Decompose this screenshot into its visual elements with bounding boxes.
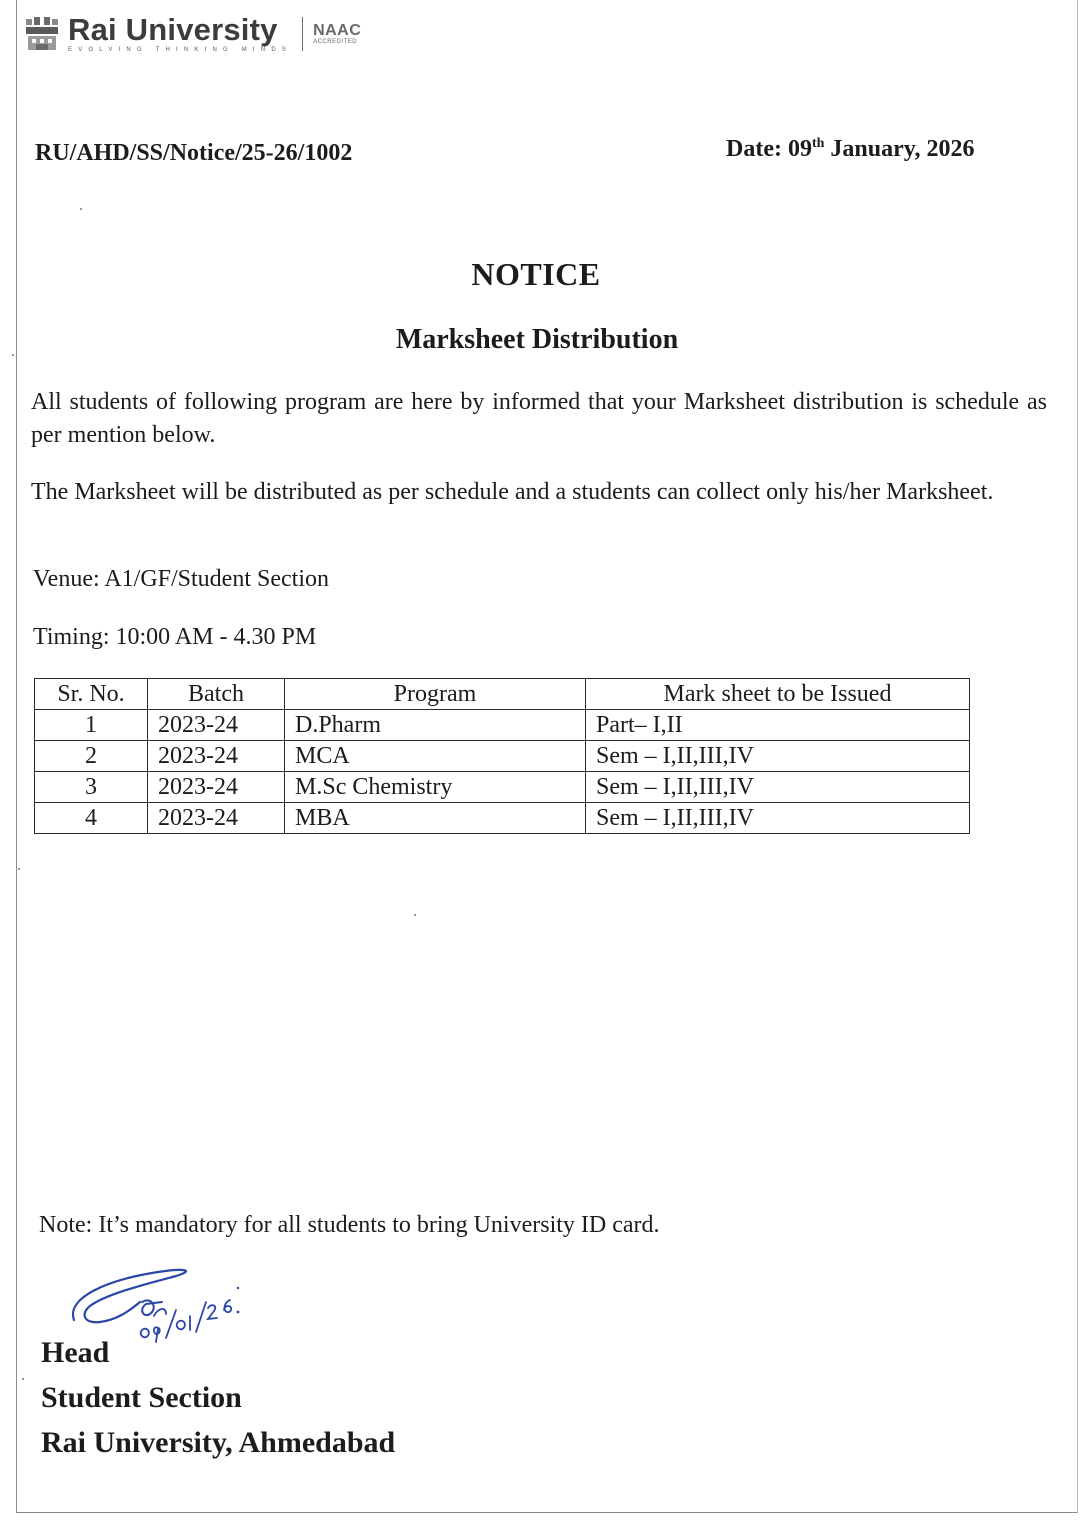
logo-name: Rai University [68, 12, 278, 47]
cell-marksheet: Part– I,II [586, 710, 970, 741]
cell-program: MBA [285, 803, 586, 834]
schedule-table [34, 678, 970, 834]
notice-title: NOTICE [471, 256, 601, 292]
cell-marksheet: Sem – I,II,III,IV [586, 772, 970, 803]
signatory-title: Head [41, 1336, 110, 1369]
signatory-institution: Rai University, Ahmedabad [41, 1426, 396, 1459]
table-row [35, 803, 970, 834]
notice-paragraph-1: All students of following program are here by informed that your Marksheet distribution is schedule as per mention below. [31, 389, 1047, 448]
signatory-department: Student Section [41, 1381, 242, 1414]
signatory-block [41, 1330, 395, 1465]
notice-subtitle: Marksheet Distribution [395, 324, 679, 355]
scan-speck [12, 354, 14, 356]
cell-program: MCA [285, 741, 586, 772]
naac-badge [313, 23, 361, 45]
date-suffix: th [811, 136, 825, 151]
cell-marksheet: Sem – I,II,III,IV [586, 741, 970, 772]
table-header-row [35, 679, 970, 710]
date-rest: January, 2026 [824, 136, 975, 162]
cell-sr-no: 2 [35, 741, 148, 772]
naac-title: NAAC [313, 22, 362, 39]
table-row [35, 741, 970, 772]
cell-program: D.Pharm [285, 710, 586, 741]
cell-marksheet: Sem – I,II,III,IV [586, 803, 970, 834]
header-marksheet-issued: Mark sheet to be Issued [586, 679, 970, 710]
cell-batch: 2023-24 [148, 741, 285, 772]
naac-subtitle: ACCREDITED [313, 39, 358, 45]
cell-sr-no: 4 [35, 803, 148, 834]
date-label: Date: 09 [726, 136, 812, 162]
university-logo [24, 12, 361, 56]
scan-speck [18, 868, 20, 870]
notice-date [726, 136, 974, 163]
venue-line: Venue: A1/GF/Student Section [33, 566, 329, 592]
logo-divider [302, 17, 303, 51]
scan-speck [22, 1378, 24, 1380]
cell-program: M.Sc Chemistry [285, 772, 586, 803]
scan-speck [414, 914, 416, 916]
table-row [35, 772, 970, 803]
header-batch: Batch [148, 679, 285, 710]
reference-number: RU/AHD/SS/Notice/25-26/1002 [35, 140, 353, 166]
timing-line: Timing: 10:00 AM - 4.30 PM [33, 624, 317, 650]
header-program: Program [285, 679, 586, 710]
header-sr-no: Sr. No. [35, 679, 148, 710]
mandatory-id-note: Note: It’s mandatory for all students to bring University ID card. [39, 1212, 660, 1238]
university-emblem-icon [24, 15, 60, 53]
cell-batch: 2023-24 [148, 772, 285, 803]
notice-paragraph-2: The Marksheet will be distributed as per schedule and a students can collect only his/her Marksheet. [31, 479, 994, 505]
cell-sr-no: 3 [35, 772, 148, 803]
logo-tagline: EVOLVING THINKING MINDS [68, 47, 293, 53]
table-row [35, 710, 970, 741]
cell-sr-no: 1 [35, 710, 148, 741]
scan-speck [80, 208, 82, 210]
cell-batch: 2023-24 [148, 710, 285, 741]
cell-batch: 2023-24 [148, 803, 285, 834]
